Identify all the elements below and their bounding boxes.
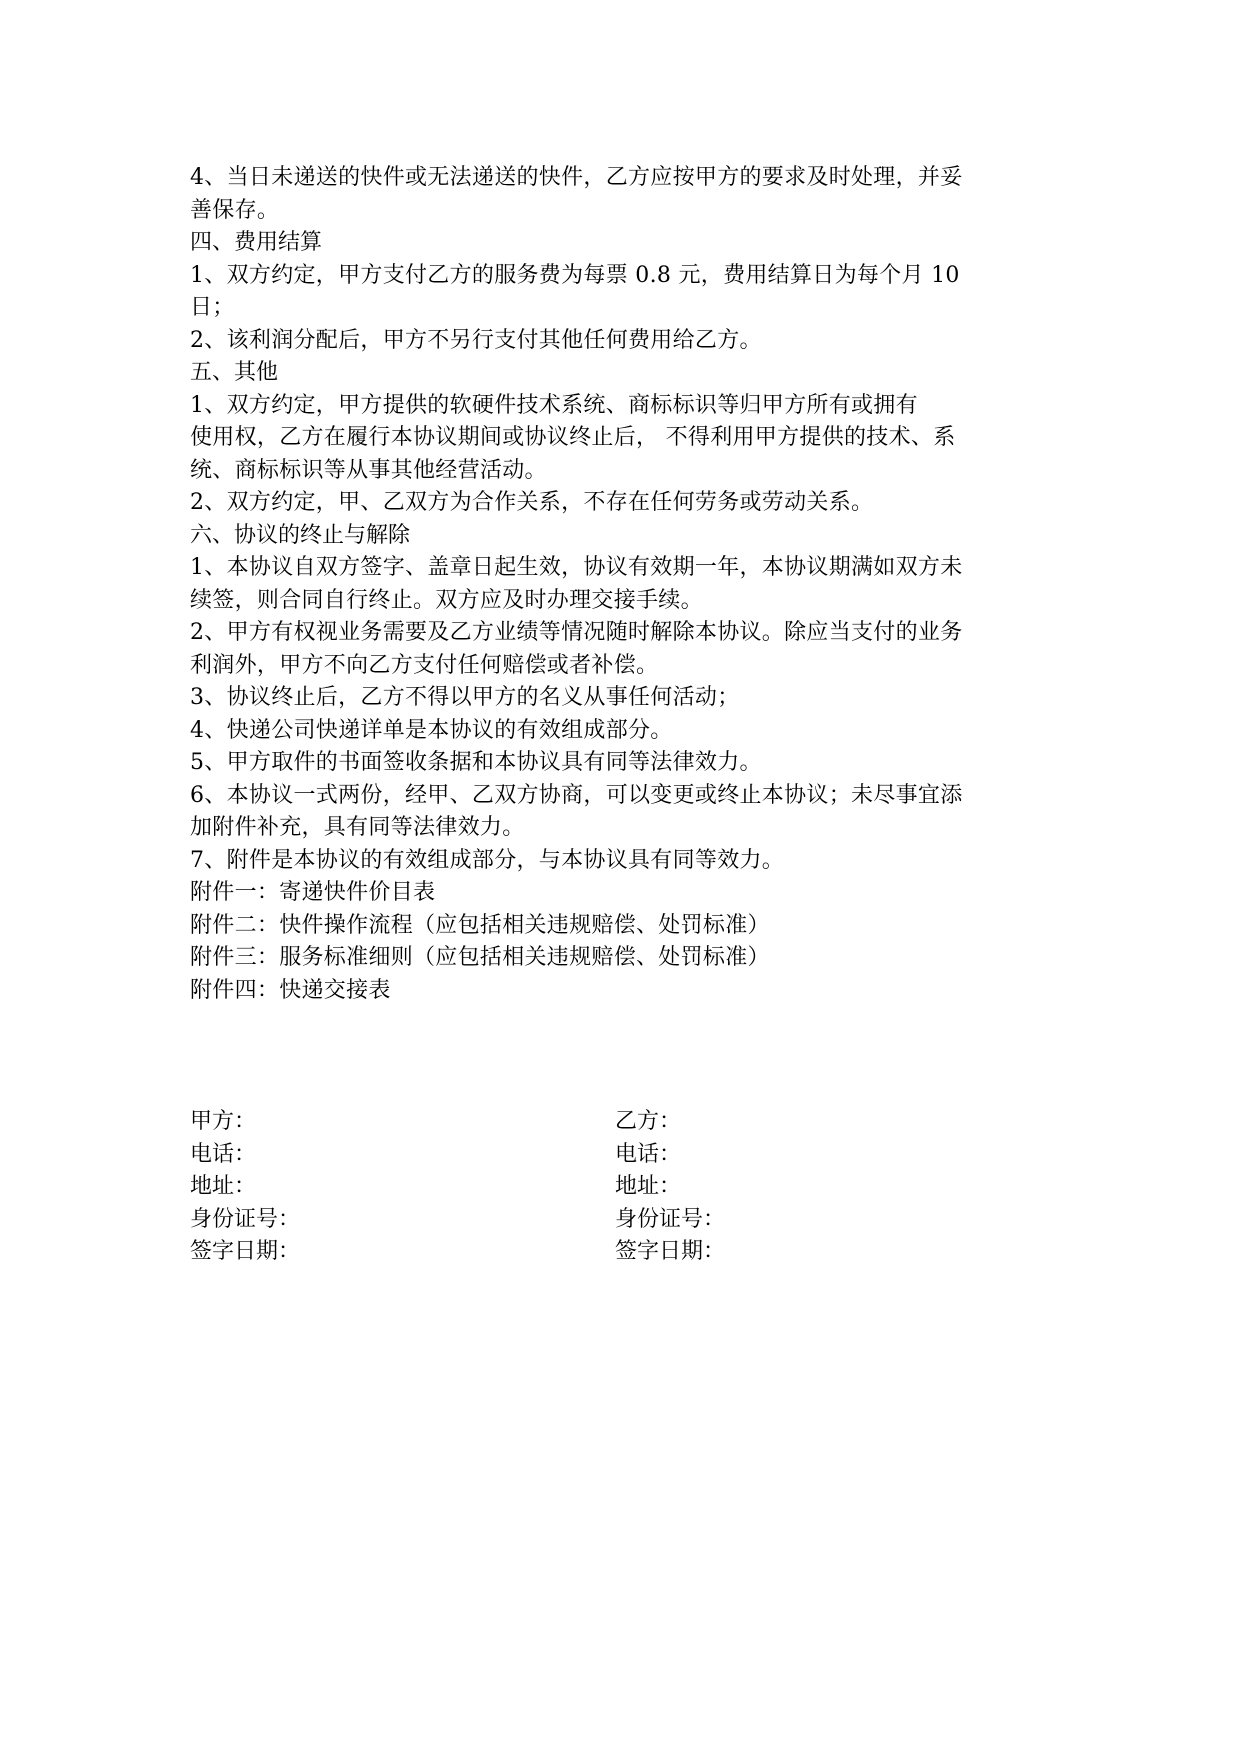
attachment-line: 附件三：服务标准细则（应包括相关违规赔偿、处罚标准） <box>190 945 770 970</box>
text-line: 1、双方约定，甲方提供的软硬件技术系统、商标标识等归甲方所有或拥有 <box>190 392 918 418</box>
text-line: 2、双方约定，甲、乙双方为合作关系，不存在任何劳务或劳动关系。 <box>190 490 874 515</box>
section-heading-other: 五、其他 <box>190 360 279 385</box>
signature-block <box>190 1106 1060 1269</box>
party-b-label: 乙方： <box>615 1109 682 1134</box>
text-line: 日； <box>190 295 235 320</box>
party-b-phone-label: 电话： <box>615 1141 682 1167</box>
text-line: 使用权，乙方在履行本协议期间或协议终止后， 不得利用甲方提供的技术、系 <box>190 425 956 450</box>
signature-row <box>190 1204 1060 1237</box>
party-a-address-label: 地址： <box>190 1174 257 1199</box>
text-line: 7、附件是本协议的有效组成部分，与本协议具有同等效力。 <box>190 847 785 873</box>
section-heading-termination: 六、协议的终止与解除 <box>190 522 411 548</box>
text-line: 4、当日未递送的快件或无法递送的快件，乙方应按甲方的要求及时处理，并妥 <box>190 165 963 190</box>
text-line: 统、商标标识等从事其他经营活动。 <box>190 457 547 483</box>
attachment-line: 附件四：快递交接表 <box>190 977 391 1003</box>
text-line: 3、协议终止后，乙方不得以甲方的名义从事任何活动； <box>190 685 740 710</box>
signature-row <box>190 1139 1060 1172</box>
party-a-phone-label: 电话： <box>190 1141 257 1167</box>
party-a-id-label: 身份证号： <box>190 1206 301 1232</box>
party-a-date-label: 签字日期： <box>190 1239 301 1264</box>
signature-row <box>190 1106 1060 1139</box>
document-body <box>190 162 1060 1007</box>
text-line: 6、本协议一式两份，经甲、乙双方协商，可以变更或终止本协议；未尽事宜添 <box>190 782 963 808</box>
section-heading-fee-settlement: 四、费用结算 <box>190 230 323 255</box>
signature-row <box>190 1171 1060 1204</box>
signature-row <box>190 1236 1060 1269</box>
text-line: 续签，则合同自行终止。双方应及时办理交接手续。 <box>190 587 703 613</box>
text-line: 2、该利润分配后，甲方不另行支付其他任何费用给乙方。 <box>190 327 762 353</box>
text-line: 4、快递公司快递详单是本协议的有效组成部分。 <box>190 717 673 743</box>
text-line: 2、甲方有权视业务需要及乙方业绩等情况随时解除本协议。除应当支付的业务 <box>190 620 963 645</box>
party-b-id-label: 身份证号： <box>615 1206 726 1232</box>
party-b-date-label: 签字日期： <box>615 1239 726 1264</box>
party-a-label: 甲方： <box>190 1109 257 1134</box>
text-line: 利润外，甲方不向乙方支付任何赔偿或者补偿。 <box>190 652 659 678</box>
attachment-line: 附件一：寄递快件价目表 <box>190 880 436 905</box>
text-line: 1、双方约定，甲方支付乙方的服务费为每票 0.8 元，费用结算日为每个月 10 <box>190 262 960 288</box>
text-line: 5、甲方取件的书面签收条据和本协议具有同等法律效力。 <box>190 750 762 775</box>
text-line: 加附件补充，具有同等法律效力。 <box>190 815 525 840</box>
attachment-line: 附件二：快件操作流程（应包括相关违规赔偿、处罚标准） <box>190 912 770 938</box>
text-line: 1、本协议自双方签字、盖章日起生效，协议有效期一年，本协议期满如双方未 <box>190 555 963 580</box>
party-b-address-label: 地址： <box>615 1174 682 1199</box>
text-line: 善保存。 <box>190 197 280 223</box>
